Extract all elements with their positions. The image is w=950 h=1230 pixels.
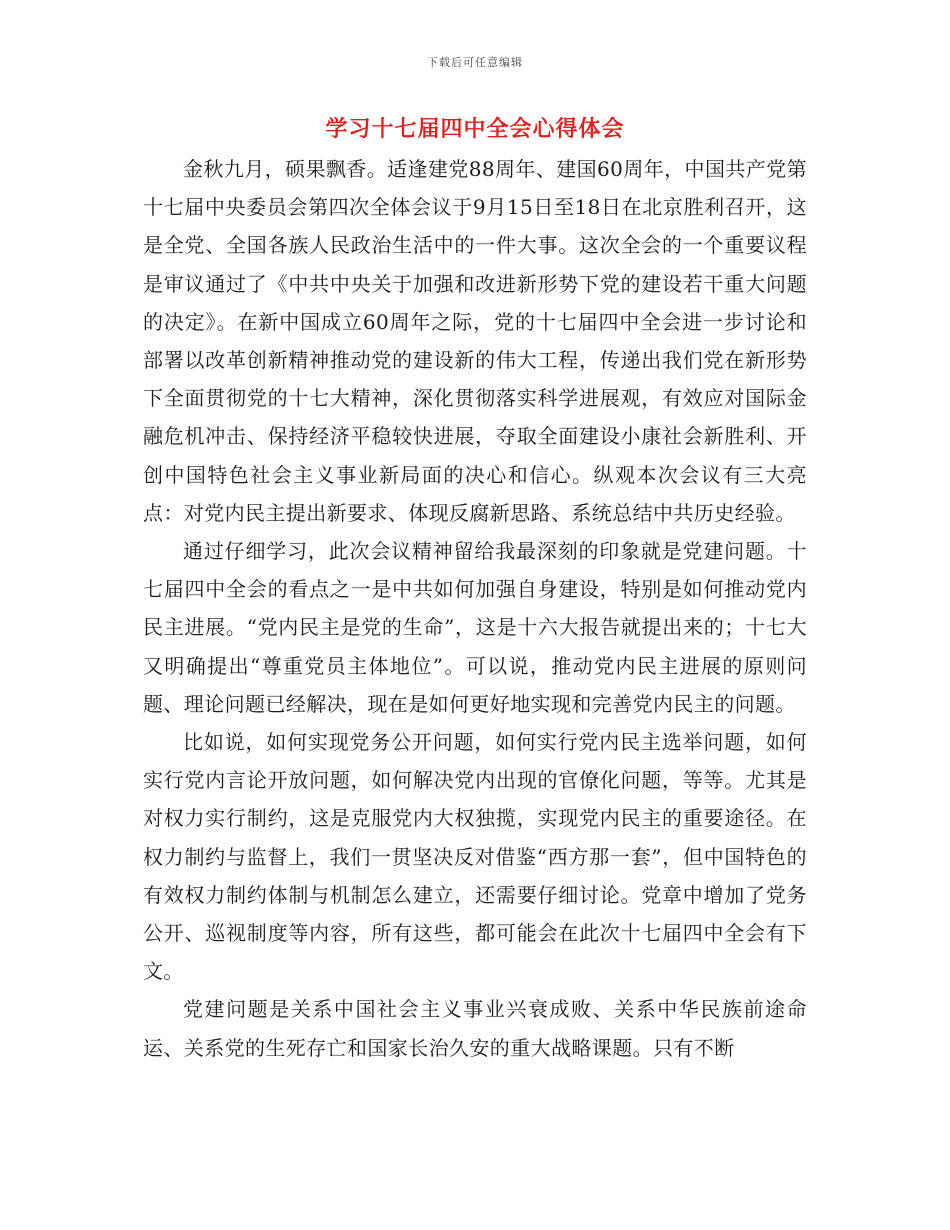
body-paragraph: 通过仔细学习，此次会议精神留给我最深刻的印象就是党建问题。十七届四中全会的看点之一是中共如何加强自身建设，特别是如何推动党内民主进展。“党内民主是党的生命”，这是十六大报告就提出来的；十七大又明确提出“尊重党员主体地位”。可以说，推动党内民主进展的原则问题、理论问题已经解决，现在是如何更好地实现和完善党内民主的问题。 [143,539,807,716]
document-title: 学习十七届四中全会心得体会 [325,116,625,142]
page-header-note: 下载后可任意编辑 [427,56,523,69]
body-paragraph: 比如说，如何实现党务公开问题，如何实行党内民主选举问题，如何实行党内言论开放问题，如何解决党内出现的官僚化问题，等等。尤其是对权力实行制约，这是克服党内大权独揽，实现党内民主的重要途径。在权力制约与监督上，我们一贯坚决反对借鉴“西方那一套”，但中国特色的有效权力制约体制与机制怎么建立，还需要仔细讨论。党章中增加了党务公开、巡视制度等内容，所有这些，都可能会在此次十七届四中全会有下文。 [143,730,807,984]
document-body [143,150,807,1067]
body-paragraph: 金秋九月，硕果飘香。适逢建党88周年、建国60周年，中国共产党第十七届中央委员会第四次全体会议于9月15日至18日在北京胜利召开，这是全党、全国各族人民政治生活中的一件大事。这次全会的一个重要议程是审议通过了《中共中央关于加强和改进新形势下党的建设若干重大问题的决定》。在新中国成立60周年之际，党的十七届四中全会进一步讨论和部署以改革创新精神推动党的建设新的伟大工程，传递出我们党在新形势下全面贯彻党的十七大精神，深化贯彻落实科学进展观，有效应对国际金融危机冲击、保持经济平稳较快进展，夺取全面建设小康社会新胜利、开创中国特色社会主义事业新局面的决心和信心。纵观本次会议有三大亮点：对党内民主提出新要求、体现反腐新思路、系统总结中共历史经验。 [143,157,807,525]
body-paragraph: 党建问题是关系中国社会主义事业兴衰成败、关系中华民族前途命运、关系党的生死存亡和国家长治久安的重大战略课题。只有不断 [143,997,807,1060]
